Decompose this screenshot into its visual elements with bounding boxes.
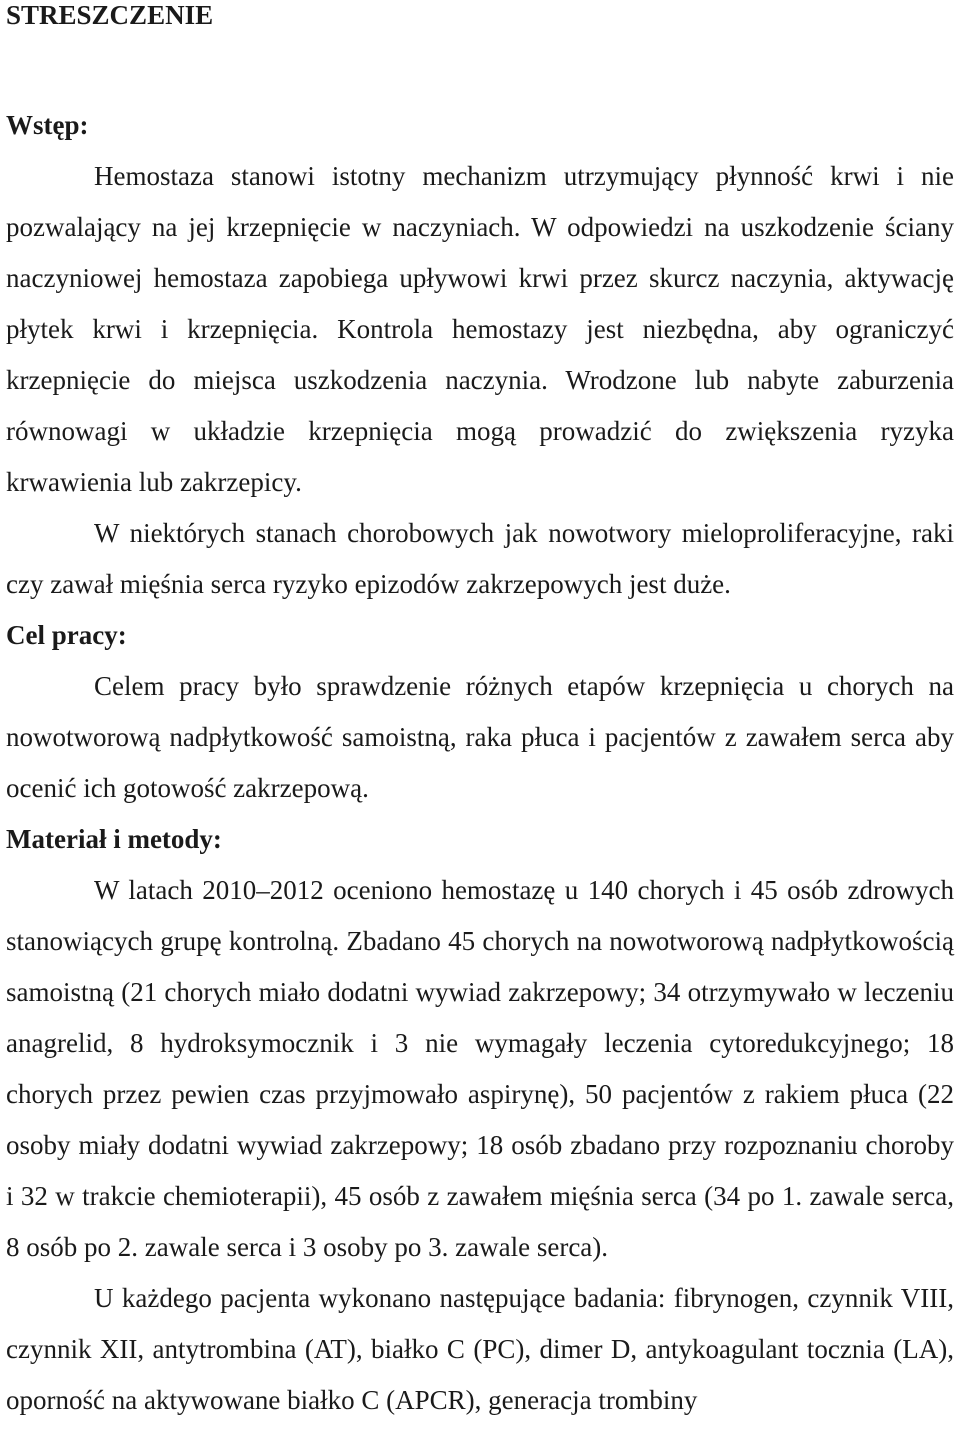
paragraph-cel-pracy-1: Celem pracy było sprawdzenie różnych etapów krzepnięcia u chorych na nowotworową nadpłytkowość samoistną, raka płuca i pacjentów z zawałem serca aby ocenić ich gotowość zakrzepową.	[6, 671, 954, 803]
section-cel-pracy	[6, 610, 954, 814]
document-title: STRESZCZENIE	[6, 0, 214, 30]
paragraph-material-i-metody-2: U każdego pacjenta wykonano następujące badania: fibrynogen, czynnik VIII, czynnik XII, antytrombina (AT), białko C (PC), dimer D, antykoagulant tocznia (LA), oporność na aktywowane białko C (APCR), generacja trombiny	[6, 1283, 954, 1415]
paragraph-wstep-2: W niektórych stanach chorobowych jak nowotwory mieloproliferacyjne, raki czy zawał mięśnia serca ryzyko epizodów zakrzepowych jest duże.	[6, 518, 954, 599]
paragraph-wstep-1: Hemostaza stanowi istotny mechanizm utrzymujący płynność krwi i nie pozwalający na jej krzepnięcie w naczyniach. W odpowiedzi na uszkodzenie ściany naczyniowej hemostaza zapobiega upływowi krwi przez skurcz naczynia, aktywację płytek krwi i krzepnięcia. Kontrola hemostazy jest niezbędna, aby ograniczyć krzepnięcie do miejsca uszkodzenia naczynia. Wrodzone lub nabyte zaburzenia równowagi w układzie krzepnięcia mogą prowadzić do zwiększenia ryzyka krwawienia lub zakrzepicy.	[6, 161, 954, 497]
section-material-i-metody	[6, 814, 954, 1426]
section-wstep	[6, 100, 954, 610]
section-heading-material-i-metody: Materiał i metody:	[6, 824, 222, 854]
paragraph-material-i-metody-1: W latach 2010–2012 oceniono hemostazę u 140 chorych i 45 osób zdrowych stanowiących grupę kontrolną. Zbadano 45 chorych na nowotworową nadpłytkowością samoistną (21 chorych miało dodatni wywiad zakrzepowy; 34 otrzymywało w leczeniu anagrelid, 8 hydroksymocznik i 3 nie wymagały leczenia cytoredukcyjnego; 18 chorych przez pewien czas przyjmowało aspirynę), 50 pacjentów z rakiem płuca (22 osoby miały dodatni wywiad zakrzepowy; 18 osób zbadano przy rozpoznaniu choroby i 32 w trakcie chemioterapii), 45 osób z zawałem mięśnia serca (34 po 1. zawale serca, 8 osób po 2. zawale serca i 3 osoby po 3. zawale serca).	[6, 875, 954, 1262]
section-heading-cel-pracy: Cel pracy:	[6, 620, 127, 650]
spacer	[6, 30, 954, 100]
document-page	[6, 0, 954, 1426]
section-heading-wstep: Wstęp:	[6, 110, 89, 140]
